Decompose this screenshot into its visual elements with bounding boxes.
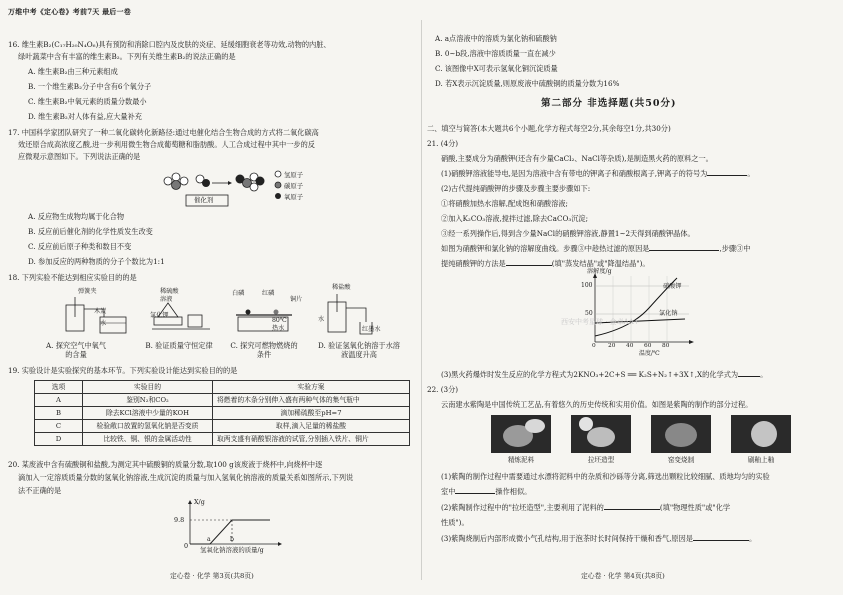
- q22-line-2: (1)紫陶的制作过程中需要通过水漂将泥料中的杂质和沙砾等分离,筛选出颗粒比较细腻、质地均匀的实验: [441, 472, 770, 481]
- q20-stem-3: 法不正确的是: [18, 486, 62, 495]
- q21-line-6: ③经一系列操作后,得到含少量NaCl的硝酸钾溶液,静置1~2天得到硝酸钾晶体。: [441, 229, 695, 238]
- label-white-phosphorus: 白磷: [232, 290, 245, 297]
- q22-q2-hint: (填"物理性质"或"化学: [659, 503, 731, 512]
- label-hot-water: 热水: [272, 325, 285, 332]
- row-d-purpose: 比较铁、铜、银的金属活动性: [83, 433, 213, 446]
- row-c-scheme: 取样,滴入足量的稀盐酸: [213, 420, 410, 433]
- solubility-xlabel: 温度/℃: [639, 350, 660, 357]
- row-a-option: A: [35, 394, 83, 407]
- part2-instruction: 二、填空与简答(本大题共6个小题,化学方程式每空2分,其余每空1分,共30分): [427, 124, 671, 133]
- answer-blank[interactable]: [455, 487, 495, 494]
- q16-option-a: A. 维生素B₂由三种元素组成: [28, 67, 118, 76]
- q16-option-c: C. 维生素B₂中氧元素的质量分数最小: [28, 97, 147, 106]
- photo-throwing: [571, 415, 631, 453]
- photo-firing: [651, 415, 711, 453]
- right-footer: 定心卷 · 化学 第4页(共8页): [581, 572, 665, 580]
- y-tick-100: 100: [581, 282, 593, 289]
- left-page: [0, 0, 421, 595]
- q20-ylabel: X/g: [194, 498, 205, 506]
- solubility-ylabel: 溶解度/g: [587, 268, 612, 275]
- q20-origin: 0: [184, 542, 189, 550]
- q21-line-1: 硝酸,主要成分为硝酸钾(还含有少量CaCl₂、NaCl等杂质),是制造黑火药的原料之一。: [441, 154, 713, 163]
- q19-table: [34, 380, 410, 446]
- label-charcoal: 木炭: [94, 308, 107, 315]
- q21-q3-text: (3)黑火药爆炸时发生反应的化学方程式为2KNO₃+2C+S ══ K₂S+N₂↑+3X↑,X的化学式为: [441, 370, 739, 379]
- q17-stem-3: 应微观示意图如下。下列说法正确的是: [18, 152, 141, 161]
- col-header-purpose: 实验目的: [83, 381, 213, 394]
- label-dilute-sulfuric: 稀硫酸: [160, 288, 179, 295]
- x-tick: 0: [592, 343, 596, 349]
- q18-option-d: D. 验证氢氧化钠溶于水溶液温度升高: [318, 341, 400, 360]
- col-header-scheme: 实验方案: [213, 381, 410, 394]
- x-tick: 20: [608, 343, 616, 349]
- q22-line-3c: 性质")。: [441, 518, 469, 527]
- answer-blank[interactable]: [738, 370, 760, 377]
- table-row: [35, 433, 410, 446]
- q17-stem-1: 17. 中国科学家团队研究了一种二氧化碳转化新路径:通过电催化结合生物合成的方式将二氧化碳高: [8, 128, 319, 137]
- table-header-row: [35, 381, 410, 394]
- label-80c: 80℃: [272, 317, 287, 324]
- page-header: 万维中考《定心卷》考前7天 最后一卷: [8, 7, 131, 16]
- label-kcl: 氯化钾: [150, 312, 169, 319]
- label-spring-clip: 弹簧夹: [78, 288, 97, 295]
- answer-blank[interactable]: [707, 169, 747, 176]
- q22-line-3: [441, 503, 730, 512]
- row-c-purpose: 检验敞口放置的氢氧化钠是否变质: [83, 420, 213, 433]
- q18-apparatus-a: [60, 295, 140, 337]
- photo-glazing: [731, 415, 791, 453]
- reactant-molecule: [164, 173, 188, 190]
- caption-refining: 精炼泥料: [507, 456, 535, 464]
- label-red-ink: 红墨水: [362, 326, 381, 333]
- q22-line-1: 云南建水紫陶是中国传统工艺品,有着悠久的历史传统和实用价值。如图是紫陶的制作的部分过程。: [441, 400, 753, 409]
- row-b-scheme: 滴加稀硫酸至pH=7: [213, 407, 410, 420]
- q18-option-c: C. 探究可燃物燃烧的条件: [230, 341, 298, 360]
- q22-q2-text: (2)紫陶制作过程中的"拉坯造型",主要利用了泥料的: [441, 503, 604, 512]
- q21-line-7: 如图为硝酸钾和氯化钠的溶解度曲线。步骤③中趁热过滤的原因是 ,步骤③中: [441, 244, 751, 253]
- q20-point-a: a: [207, 536, 211, 543]
- q18-stem: 18. 下列实验不能达到相应实验目的的是: [8, 273, 137, 282]
- q21-q2b-text: 提纯硝酸钾的方法是: [441, 259, 506, 268]
- answer-blank[interactable]: [693, 534, 749, 541]
- legend-hydrogen: 氢原子: [284, 171, 304, 179]
- table-row: [35, 420, 410, 433]
- q16-option-d: D. 维生素B₂对人体有益,应大量补充: [28, 112, 142, 121]
- q21-q2b-hint: (填"蒸发结晶"或"降温结晶")。: [551, 259, 650, 268]
- right-page: [421, 0, 843, 595]
- q22-line-2b: [441, 487, 531, 496]
- row-d-scheme: 取两支盛有硝酸银溶液的试管,分别插入铁片、铜片: [213, 433, 410, 446]
- caption-firing: 窑变烧制: [667, 456, 695, 464]
- q21-line-5: ②加入K₂CO₃溶液,搅拌过滤,除去CaCO₃沉淀;: [441, 214, 589, 223]
- q16-stem-1: 16. 维生素B₂(C₁₇H₂₀N₄O₆)具有预防和消除口腔内及皮肤的炎症、延缓细胞衰老等功效,动物的内脏、: [8, 40, 331, 49]
- row-d-option: D: [35, 433, 83, 446]
- q20-stem-2: 滴加入一定溶质质量分数的氢氧化钠溶液,生成沉淀的质量与加入氢氧化钠溶液的质量关系如图所示,下列说: [18, 473, 354, 482]
- label-water-a: 水: [100, 320, 107, 327]
- q18-option-a: A. 探究空气中氧气的含量: [45, 341, 107, 360]
- label-water-d: 水: [318, 316, 325, 323]
- q22-q1-suffix: 操作相似。: [495, 487, 532, 496]
- x-tick: 60: [644, 343, 652, 349]
- row-b-purpose: 除去KCl溶液中少量的KOH: [83, 407, 213, 420]
- table-row: [35, 407, 410, 420]
- q20-option-b: B. 0~b段,溶液中溶质质量一直在减少: [435, 49, 556, 58]
- x-tick: 80: [662, 343, 670, 349]
- section-title: 第二部分 非选择题(共50分): [541, 98, 677, 109]
- q20-yvalue: 9.8: [174, 516, 185, 524]
- q22-line-4: (3)紫陶烧制后内部形成微小气孔结构,用于泡茶时长时间保持干燥和香气,原因是 。: [441, 534, 757, 543]
- series-label-nacl: 氯化钠: [659, 310, 678, 317]
- q21-q2a-text: 如图为硝酸钾和氯化钠的溶解度曲线。步骤③中趁热过滤的原因是: [441, 244, 650, 253]
- reactant-molecule-2: [196, 175, 210, 187]
- solubility-chart: [581, 272, 701, 352]
- q19-stem: 19. 实验设计是实验探究的基本环节。下列实验设计能达到实验目的的是: [8, 366, 238, 375]
- product-molecule: [236, 173, 265, 191]
- row-a-purpose: 鉴别N₂和CO₂: [83, 394, 213, 407]
- legend-oxygen: 氧原子: [284, 193, 304, 201]
- q22-q1-prefix: 室中: [441, 487, 456, 496]
- answer-blank[interactable]: [649, 244, 719, 251]
- q17-option-b: B. 反应前后催化剂的化学性质发生改变: [28, 227, 153, 236]
- col-header-option: 选项: [35, 381, 83, 394]
- q20-xlabel: 氢氧化钠溶液的质量/g: [200, 546, 264, 554]
- row-a-scheme: 将燃着的木条分别伸入盛有两种气体的集气瓶中: [213, 394, 410, 407]
- q21-line-3: (2)古代提纯硝酸钾的步骤及步骤主要步骤如下:: [441, 184, 591, 193]
- row-b-option: B: [35, 407, 83, 420]
- label-copper-sheet: 铜片: [290, 296, 303, 303]
- q17-stem-2: 效还原合成高浓度乙酸,进一步利用微生物合成葡萄糖和脂肪酸。人工合成过程中其中一步的反: [18, 140, 315, 149]
- q20-option-d: D. 若X表示沉淀质量,则原废液中硫酸铜的质量分数为16%: [435, 79, 620, 88]
- photo-refining-clay: [491, 415, 551, 453]
- watermark: 西安中考星球 · 金卓AA+: [561, 318, 640, 326]
- series-label-kno3: 硝酸钾: [663, 283, 682, 290]
- q18-option-b: B. 验证质量守恒定律: [145, 341, 213, 350]
- label-solution: 溶液: [160, 296, 173, 303]
- catalyst-label: 催化剂: [194, 196, 214, 204]
- q20-graph: [180, 500, 290, 550]
- y-tick-50: 50: [585, 310, 593, 317]
- answer-blank[interactable]: [506, 259, 552, 266]
- answer-blank[interactable]: [604, 503, 660, 510]
- q21-title: 21. (4分): [427, 139, 459, 148]
- label-red-phosphorus: 红磷: [262, 290, 275, 297]
- x-tick: 40: [626, 343, 634, 349]
- q21-line-9: (3)黑火药爆炸时发生反应的化学方程式为2KNO₃+2C+S ══ K₂S+N₂↑+3X↑,X的化学式为 。: [441, 370, 768, 379]
- q17-option-d: D. 参加反应的两种物质的分子个数比为1:1: [28, 257, 165, 266]
- q20-stem-1: 20. 某废液中含有硫酸铜和盐酸,为测定其中硫酸铜的质量分数,取100 g该废液于烧杯中,向烧杯中逐: [8, 460, 323, 469]
- caption-glazing: 刷釉上釉: [747, 456, 775, 464]
- q22-q3-text: (3)紫陶烧制后内部形成微小气孔结构,用于泡茶时长时间保持干燥和香气,原因是: [441, 534, 693, 543]
- q21-q1-text: (1)硝酸钾溶液能导电,是因为溶液中含有带电的钾离子和硝酸根离子,钾离子的符号为: [441, 169, 708, 178]
- q20-option-c: C. 该图像中X可表示氢氧化铜沉淀质量: [435, 64, 558, 73]
- q21-line-8: [441, 259, 650, 268]
- label-dilute-hcl: 稀盐酸: [332, 284, 351, 291]
- row-c-option: C: [35, 420, 83, 433]
- caption-throwing: 拉坯造型: [587, 456, 615, 464]
- table-row: [35, 394, 410, 407]
- q21-line-4: ①将硝酸加热水溶解,配成饱和硝酸溶液;: [441, 199, 568, 208]
- q20-point-b: b: [230, 536, 234, 543]
- q20-option-a: A. a点溶液中的溶质为氯化钠和硫酸钠: [435, 34, 557, 43]
- legend-carbon: 碳原子: [284, 182, 304, 190]
- q22-title: 22. (3分): [427, 385, 459, 394]
- q21-line-2: (1)硝酸钾溶液能导电,是因为溶液中含有带电的钾离子和硝酸根离子,钾离子的符号为 。: [441, 169, 755, 178]
- q16-option-b: B. 一个维生素B₂分子中含有6个氧分子: [28, 82, 152, 91]
- q16-stem-2: 绿叶蔬菜中含有丰富的维生素B₂。下列有关维生素B₂的说法正确的是: [18, 52, 236, 61]
- q17-option-c: C. 反应前后原子种类和数目不变: [28, 242, 132, 251]
- q17-option-a: A. 反应物生成物均属于化合物: [28, 212, 125, 221]
- left-footer: 定心卷 · 化学 第3页(共8页): [170, 572, 254, 580]
